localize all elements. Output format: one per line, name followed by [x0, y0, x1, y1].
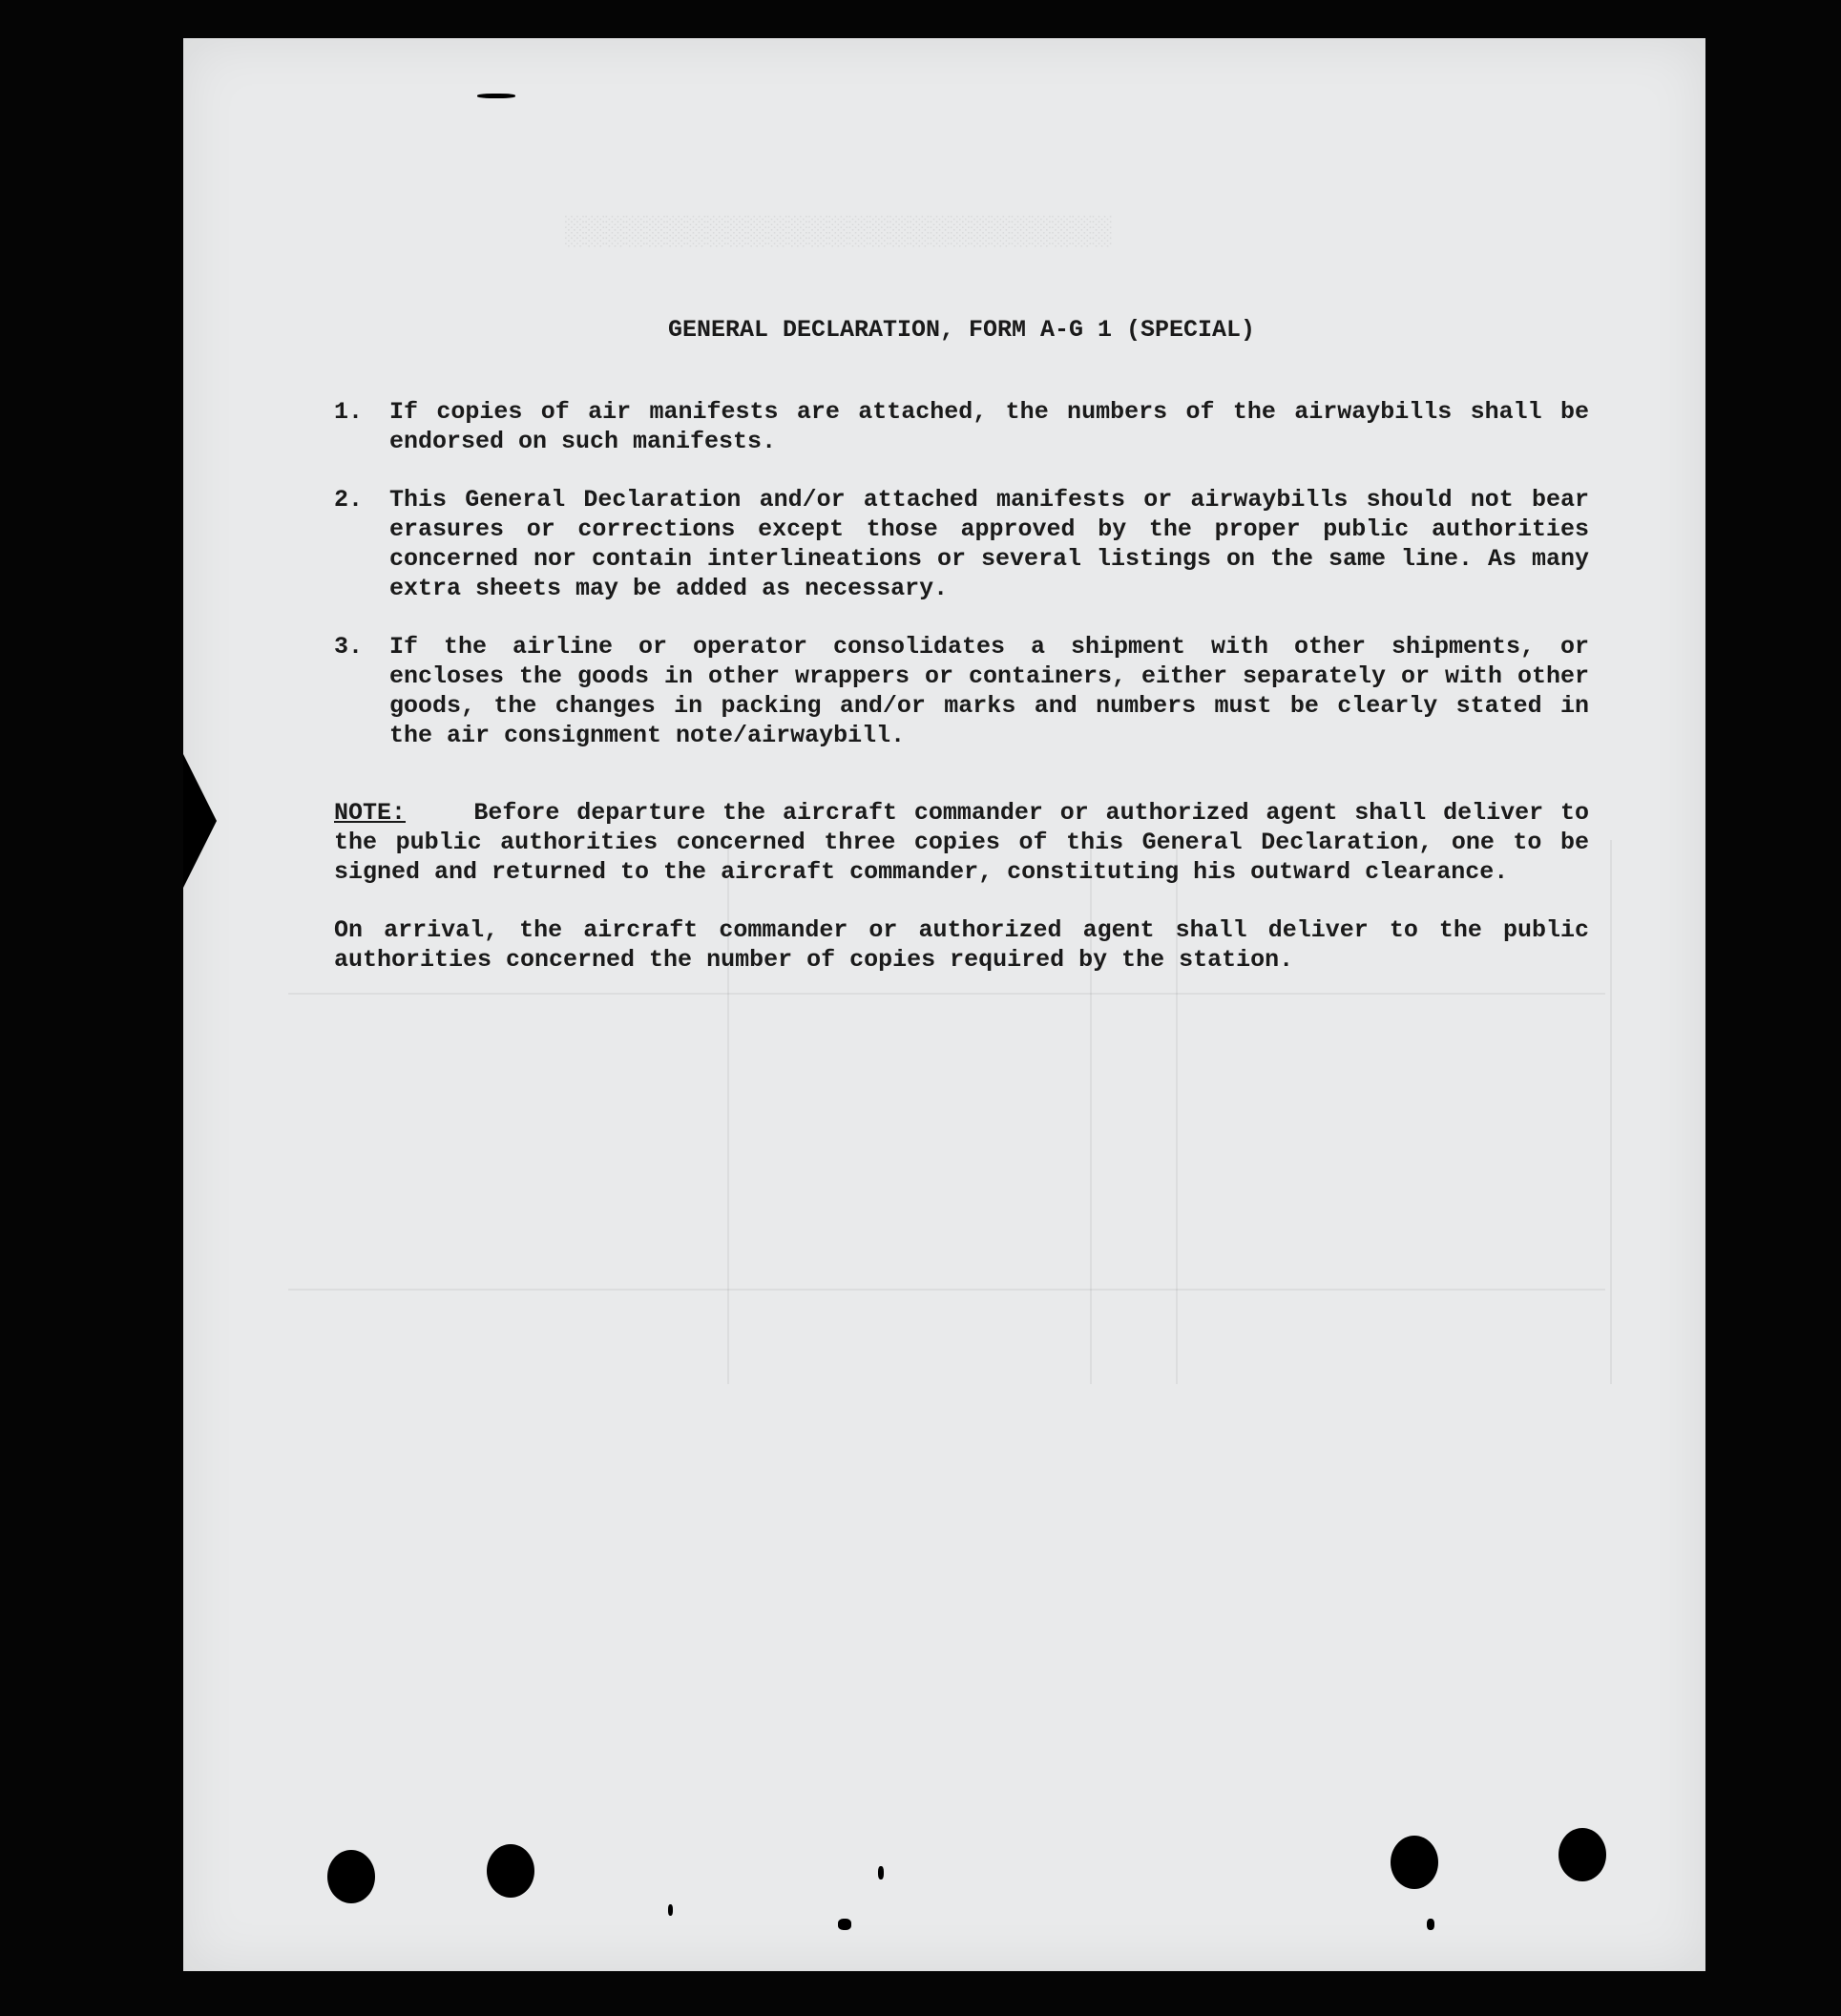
item-text: This General Declaration and/or attached manifests or airwaybills should not bear erasures or corrections except those approved by the proper public authorities concerned nor contain interlineations or several listings on the same line. As many extra sheets may be added as necessary.: [389, 486, 1589, 602]
speck: [878, 1866, 884, 1880]
speck: [838, 1919, 851, 1930]
page-title: GENERAL DECLARATION, FORM A-G 1 (SPECIAL): [667, 316, 1256, 344]
bleed-through-rule: [1610, 840, 1612, 1384]
punch-hole: [1559, 1828, 1606, 1881]
speck: [668, 1904, 673, 1916]
note-label: NOTE:: [334, 799, 407, 827]
declaration-content: [334, 315, 1589, 975]
note-paragraph: [334, 798, 1589, 887]
item-text: If the airline or operator consolidates a shipment with other shipments, or encloses the goods in other wrappers or containers, either separately or with other goods, the changes in packing and/or marks and numbers must be clearly stated in the air consignment note/airwaybill.: [389, 633, 1589, 749]
item-text: If copies of air manifests are attached, the numbers of the airwaybills shall be endorsed on such manifests.: [389, 398, 1589, 455]
punch-hole: [487, 1844, 534, 1898]
punch-hole: [1391, 1836, 1438, 1889]
arrival-paragraph: On arrival, the aircraft commander or authorized agent shall deliver to the public authorities concerned the number of copies required by the station.: [334, 916, 1589, 974]
list-item: [334, 632, 1589, 750]
speck: [1427, 1919, 1434, 1930]
item-number: 3.: [334, 633, 364, 661]
item-number: 2.: [334, 486, 364, 514]
torn-edge: [183, 754, 217, 888]
list-item: [334, 397, 1589, 456]
bleed-through-rule: [288, 1289, 1605, 1291]
punch-hole: [327, 1850, 375, 1903]
bleed-through-text: ░░░░░░░░░░░░░░░░░░░░░░░░░░░: [565, 215, 1113, 246]
speck: [477, 94, 515, 98]
item-number: 1.: [334, 398, 364, 426]
list-item: [334, 485, 1589, 603]
note-text: Before departure the aircraft commander or authorized agent shall deliver to the public authorities concerned three copies of this General Declaration, one to be signed and returned to the aircraft commander, constituting his outward clearance.: [334, 799, 1590, 886]
bleed-through-rule: [288, 993, 1605, 995]
